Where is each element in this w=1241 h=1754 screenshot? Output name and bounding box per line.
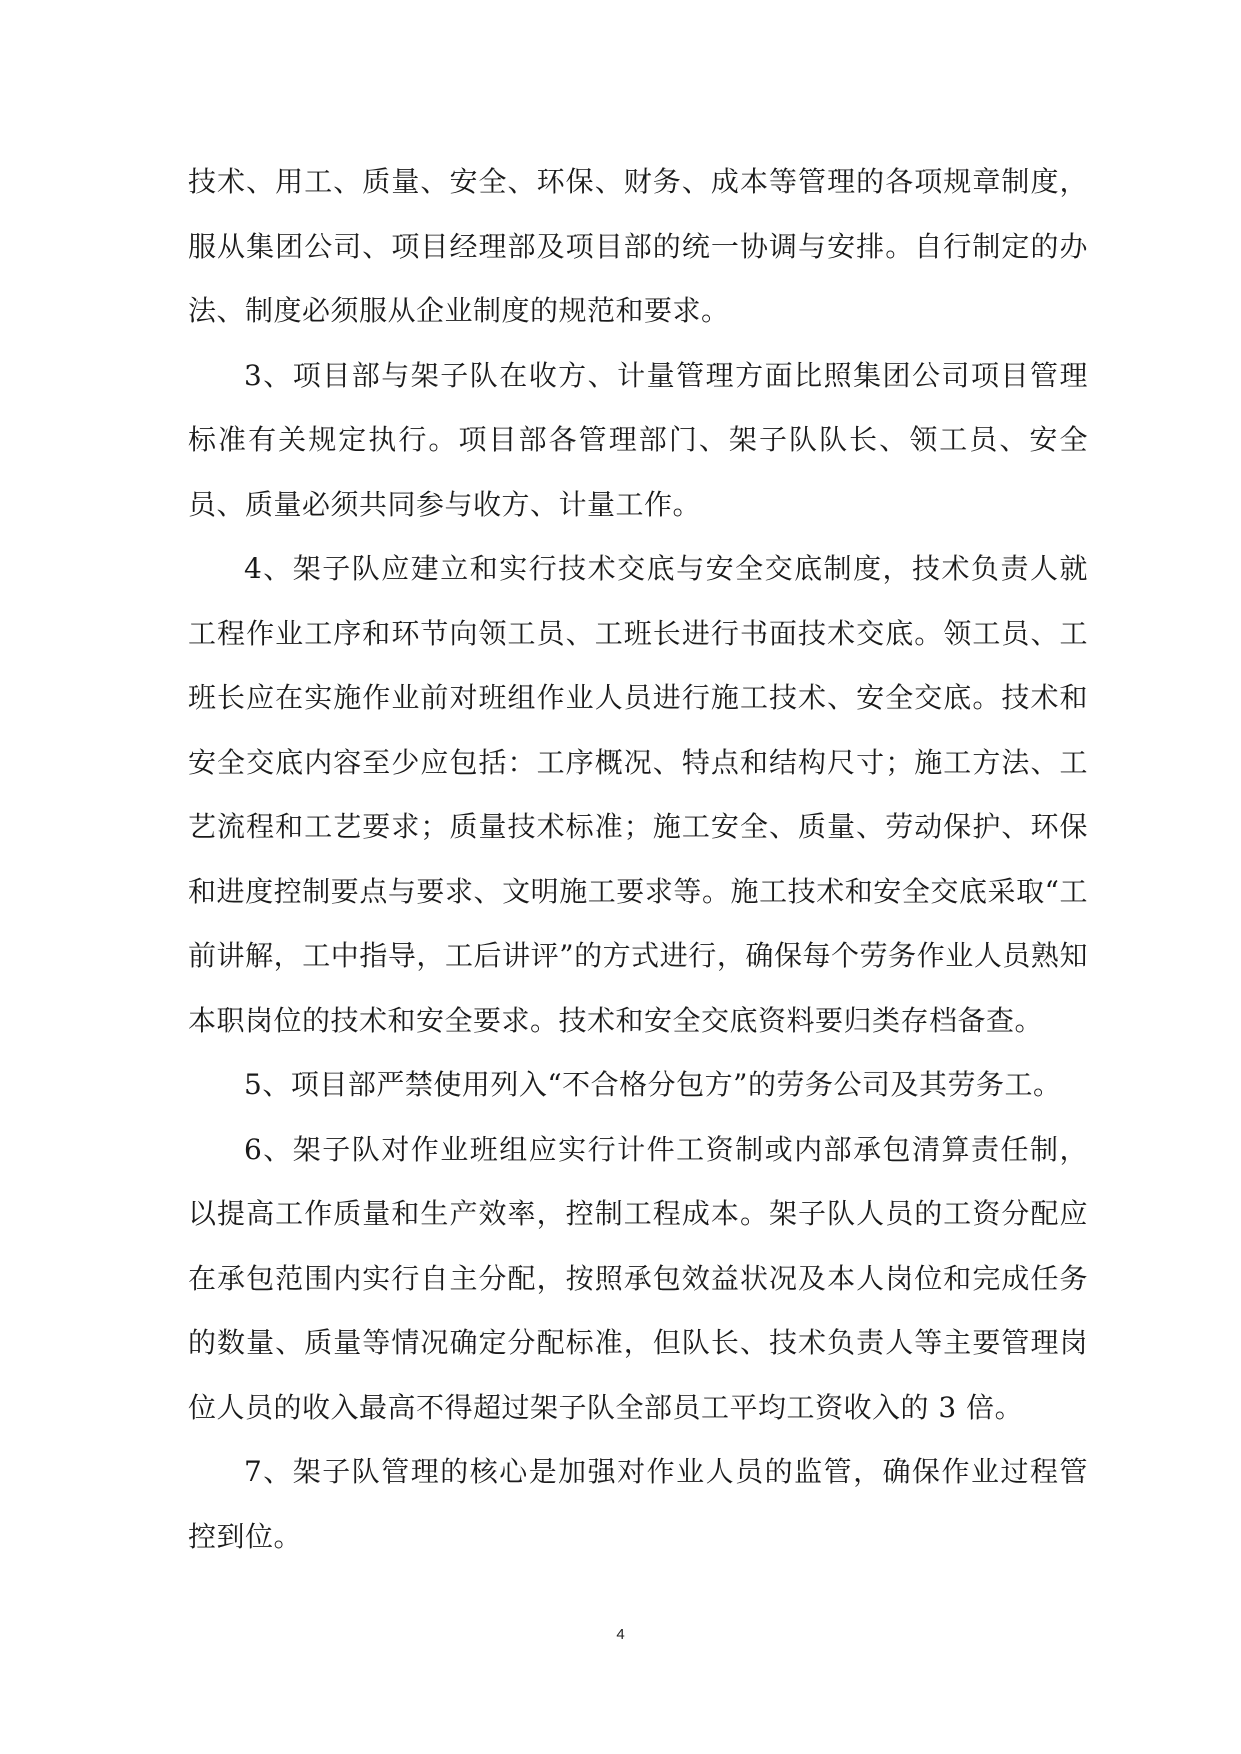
- paragraph-item-6: 6、架子队对作业班组应实行计件工资制或内部承包清算责任制，以提高工作质量和生产效率，控制工程成本。架子队人员的工资分配应在承包范围内实行自主分配，按照承包效益状况及本人岗位和完成任务的数量、质量等情况确定分配标准，但队长、技术负责人等主要管理岗位人员的收入最高不得超过架子队全部员工平均工资收入的 3 倍。: [188, 1132, 1088, 1424]
- page-body: [188, 150, 1088, 1569]
- paragraph-item-4: 4、架子队应建立和实行技术交底与安全交底制度，技术负责人就工程作业工序和环节向领工员、工班长进行书面技术交底。领工员、工班长应在实施作业前对班组作业人员进行施工技术、安全交底。技术和安全交底内容至少应包括：工序概况、特点和结构尺寸；施工方法、工艺流程和工艺要求；质量技术标准；施工安全、质量、劳动保护、环保和进度控制要点与要求、文明施工要求等。施工技术和安全交底采取“工前讲解，工中指导，工后讲评”的方式进行，确保每个劳务作业人员熟知本职岗位的技术和安全要求。技术和安全交底资料要归类存档备查。: [188, 552, 1088, 1037]
- page-number: 4: [616, 1626, 625, 1643]
- paragraph-item-7: 7、架子队管理的核心是加强对作业人员的监管，确保作业过程管控到位。: [188, 1455, 1088, 1553]
- paragraph-item-3: 3、项目部与架子队在收方、计量管理方面比照集团公司项目管理标准有关规定执行。项目部各管理部门、架子队队长、领工员、安全员、质量必须共同参与收方、计量工作。: [188, 358, 1088, 521]
- paragraph-continued: 技术、用工、质量、安全、环保、财务、成本等管理的各项规章制度，服从集团公司、项目经理部及项目部的统一协调与安排。自行制定的办法、制度必须服从企业制度的规范和要求。: [188, 165, 1088, 327]
- paragraph-item-5: 5、项目部严禁使用列入“不合格分包方”的劳务公司及其劳务工。: [244, 1068, 1062, 1101]
